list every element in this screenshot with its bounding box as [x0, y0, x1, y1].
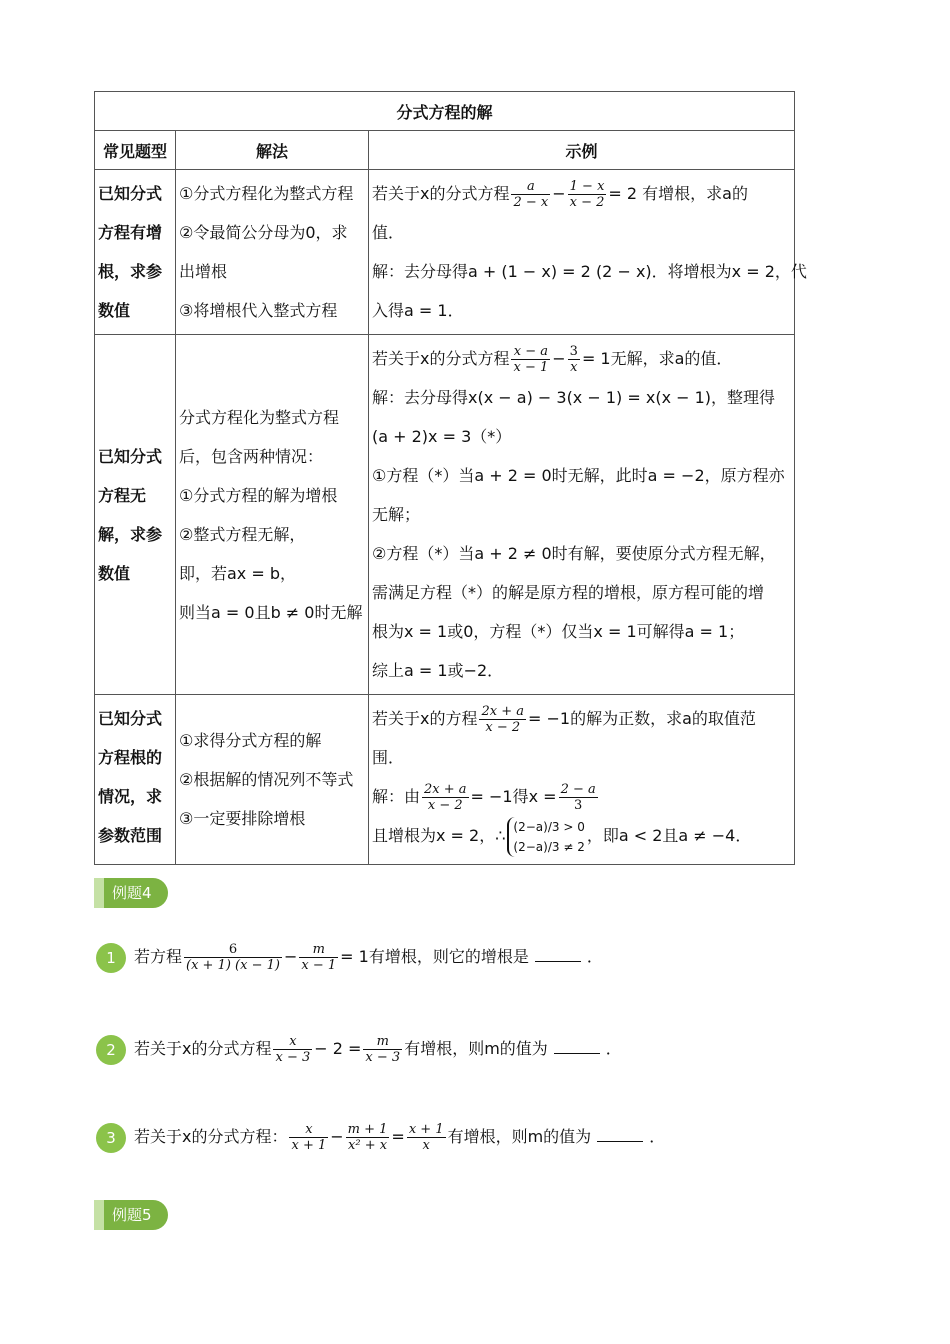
example-cell: 若关于x的方程 $\frac{2x + a}{x - 2}$ = −1的解为正数，求a的取值范 围． 解：由 $\frac{2x + a}{x - 2}$ = −1得x = $\frac{2 - a}{3}$ 且增根为x = 2，∴ (2−a)/3 > 0 (2−a)/3 ≠ 2 ，即a < 2且a ≠ −4．: [369, 695, 795, 865]
question-2: 2 若关于x的分式方程 $\frac{x}{x - 3}$ − 2 = $\frac{m}{x - 3}$ 有增根，则m的值为 ．: [96, 1034, 622, 1065]
fraction: $\frac{3}{x}$: [569, 344, 578, 375]
example-cell: 若关于x的分式方程 $\frac{x - a}{x - 1}$ − $\frac{3}{x}$ = 1无解，求a的值． 解：去分母得x(x − a) − 3(x − 1) = x(x − 1)，整理得 (a + 2)x = 3（*） ①方程（*）当a + 2 = 0时无解，此时a = −2，原方程亦 无解； ②方程（*）当a + 2 ≠ 0时有解，要使原分式方程无解， 需满足方程（*）的解是原方程的增根，原方程可能的增 根为x = 1或0，方程（*）仅当x = 1可解得a = 1； 综上a = 1或−2．: [369, 335, 795, 695]
fraction: $\frac{a}{2 - x}$: [513, 179, 549, 210]
type-cell: 已知分式 方程无 解，求参 数值: [95, 335, 176, 695]
fraction: $\frac{m}{x - 3}$: [365, 1034, 401, 1065]
fraction: $\frac{1 - x}{x - 2}$: [569, 179, 605, 210]
type-cell: 已知分式 方程根的 情况，求 参数范围: [95, 695, 176, 865]
fraction: $\frac{x}{x - 3}$: [275, 1034, 311, 1065]
fraction: $\frac{2x + a}{x - 2}$: [424, 782, 467, 813]
fraction: $\frac{x - a}{x - 1}$: [513, 344, 549, 375]
question-number: 1: [96, 943, 126, 973]
header-method: 解法: [176, 131, 369, 170]
fraction: $\frac{x + 1}{x}$: [408, 1122, 444, 1153]
question-number: 2: [96, 1035, 126, 1065]
table-row: [95, 335, 795, 695]
fraction: $\frac{2x + a}{x - 2}$: [481, 704, 524, 735]
answer-blank[interactable]: [554, 1053, 600, 1054]
question-number: 3: [96, 1123, 126, 1153]
answer-blank[interactable]: [597, 1141, 643, 1142]
method-cell: 分式方程化为整式方程 后，包含两种情况： ①分式方程的解为增根 ②整式方程无解， 即，若ax = b， 则当a = 0且b ≠ 0时无解: [176, 335, 369, 695]
header-example: 示例: [369, 131, 795, 170]
question-3: 3 若关于x的分式方程： $\frac{x}{x + 1}$ − $\frac{m + 1}{\text{x² + x}}$ = $\frac{x + 1}{x}$ 有增根，则m的值为 ．: [96, 1122, 665, 1153]
fraction: $\frac{2 - a}{3}$: [560, 782, 596, 813]
summary-table: [94, 91, 807, 865]
fraction: $\frac{6}{(x + 1) (x - 1)}$: [186, 942, 280, 973]
table-row: [95, 170, 795, 335]
fraction: $\frac{m}{x - 1}$: [301, 942, 337, 973]
type-cell: 已知分式 方程有增 根，求参 数值: [95, 170, 176, 335]
fraction: $\frac{x}{x + 1}$: [291, 1122, 327, 1153]
question-1: 1 若方程 $\frac{6}{(x + 1) (x - 1)}$ − $\frac{m}{x - 1}$ = 1有增根，则它的增根是 ．: [96, 942, 603, 973]
section-tag-4: 例题4: [94, 878, 168, 908]
answer-blank[interactable]: [535, 961, 581, 962]
table-row: [95, 695, 795, 865]
section-tag-5: 例题5: [94, 1200, 168, 1230]
inequality-system: (2−a)/3 > 0 (2−a)/3 ≠ 2: [507, 817, 584, 857]
fraction: $\frac{m + 1}{\text{x² + x}}$: [347, 1122, 388, 1153]
header-type: 常见题型: [95, 131, 176, 170]
example-cell: 若关于x的分式方程 $\frac{a}{2 - x}$ − $\frac{1 - x}{x - 2}$ = 2 有增根，求a的 值． 解：去分母得a + (1 − x) = 2 (2 − x)．将增根为x = 2，代 入得a = 1．: [369, 170, 795, 335]
method-cell: ①分式方程化为整式方程 ②令最简公分母为0，求 出增根 ③将增根代入整式方程: [176, 170, 369, 335]
method-cell: ①求得分式方程的解 ②根据解的情况列不等式 ③一定要排除增根: [176, 695, 369, 865]
table-title: 分式方程的解: [95, 92, 795, 131]
